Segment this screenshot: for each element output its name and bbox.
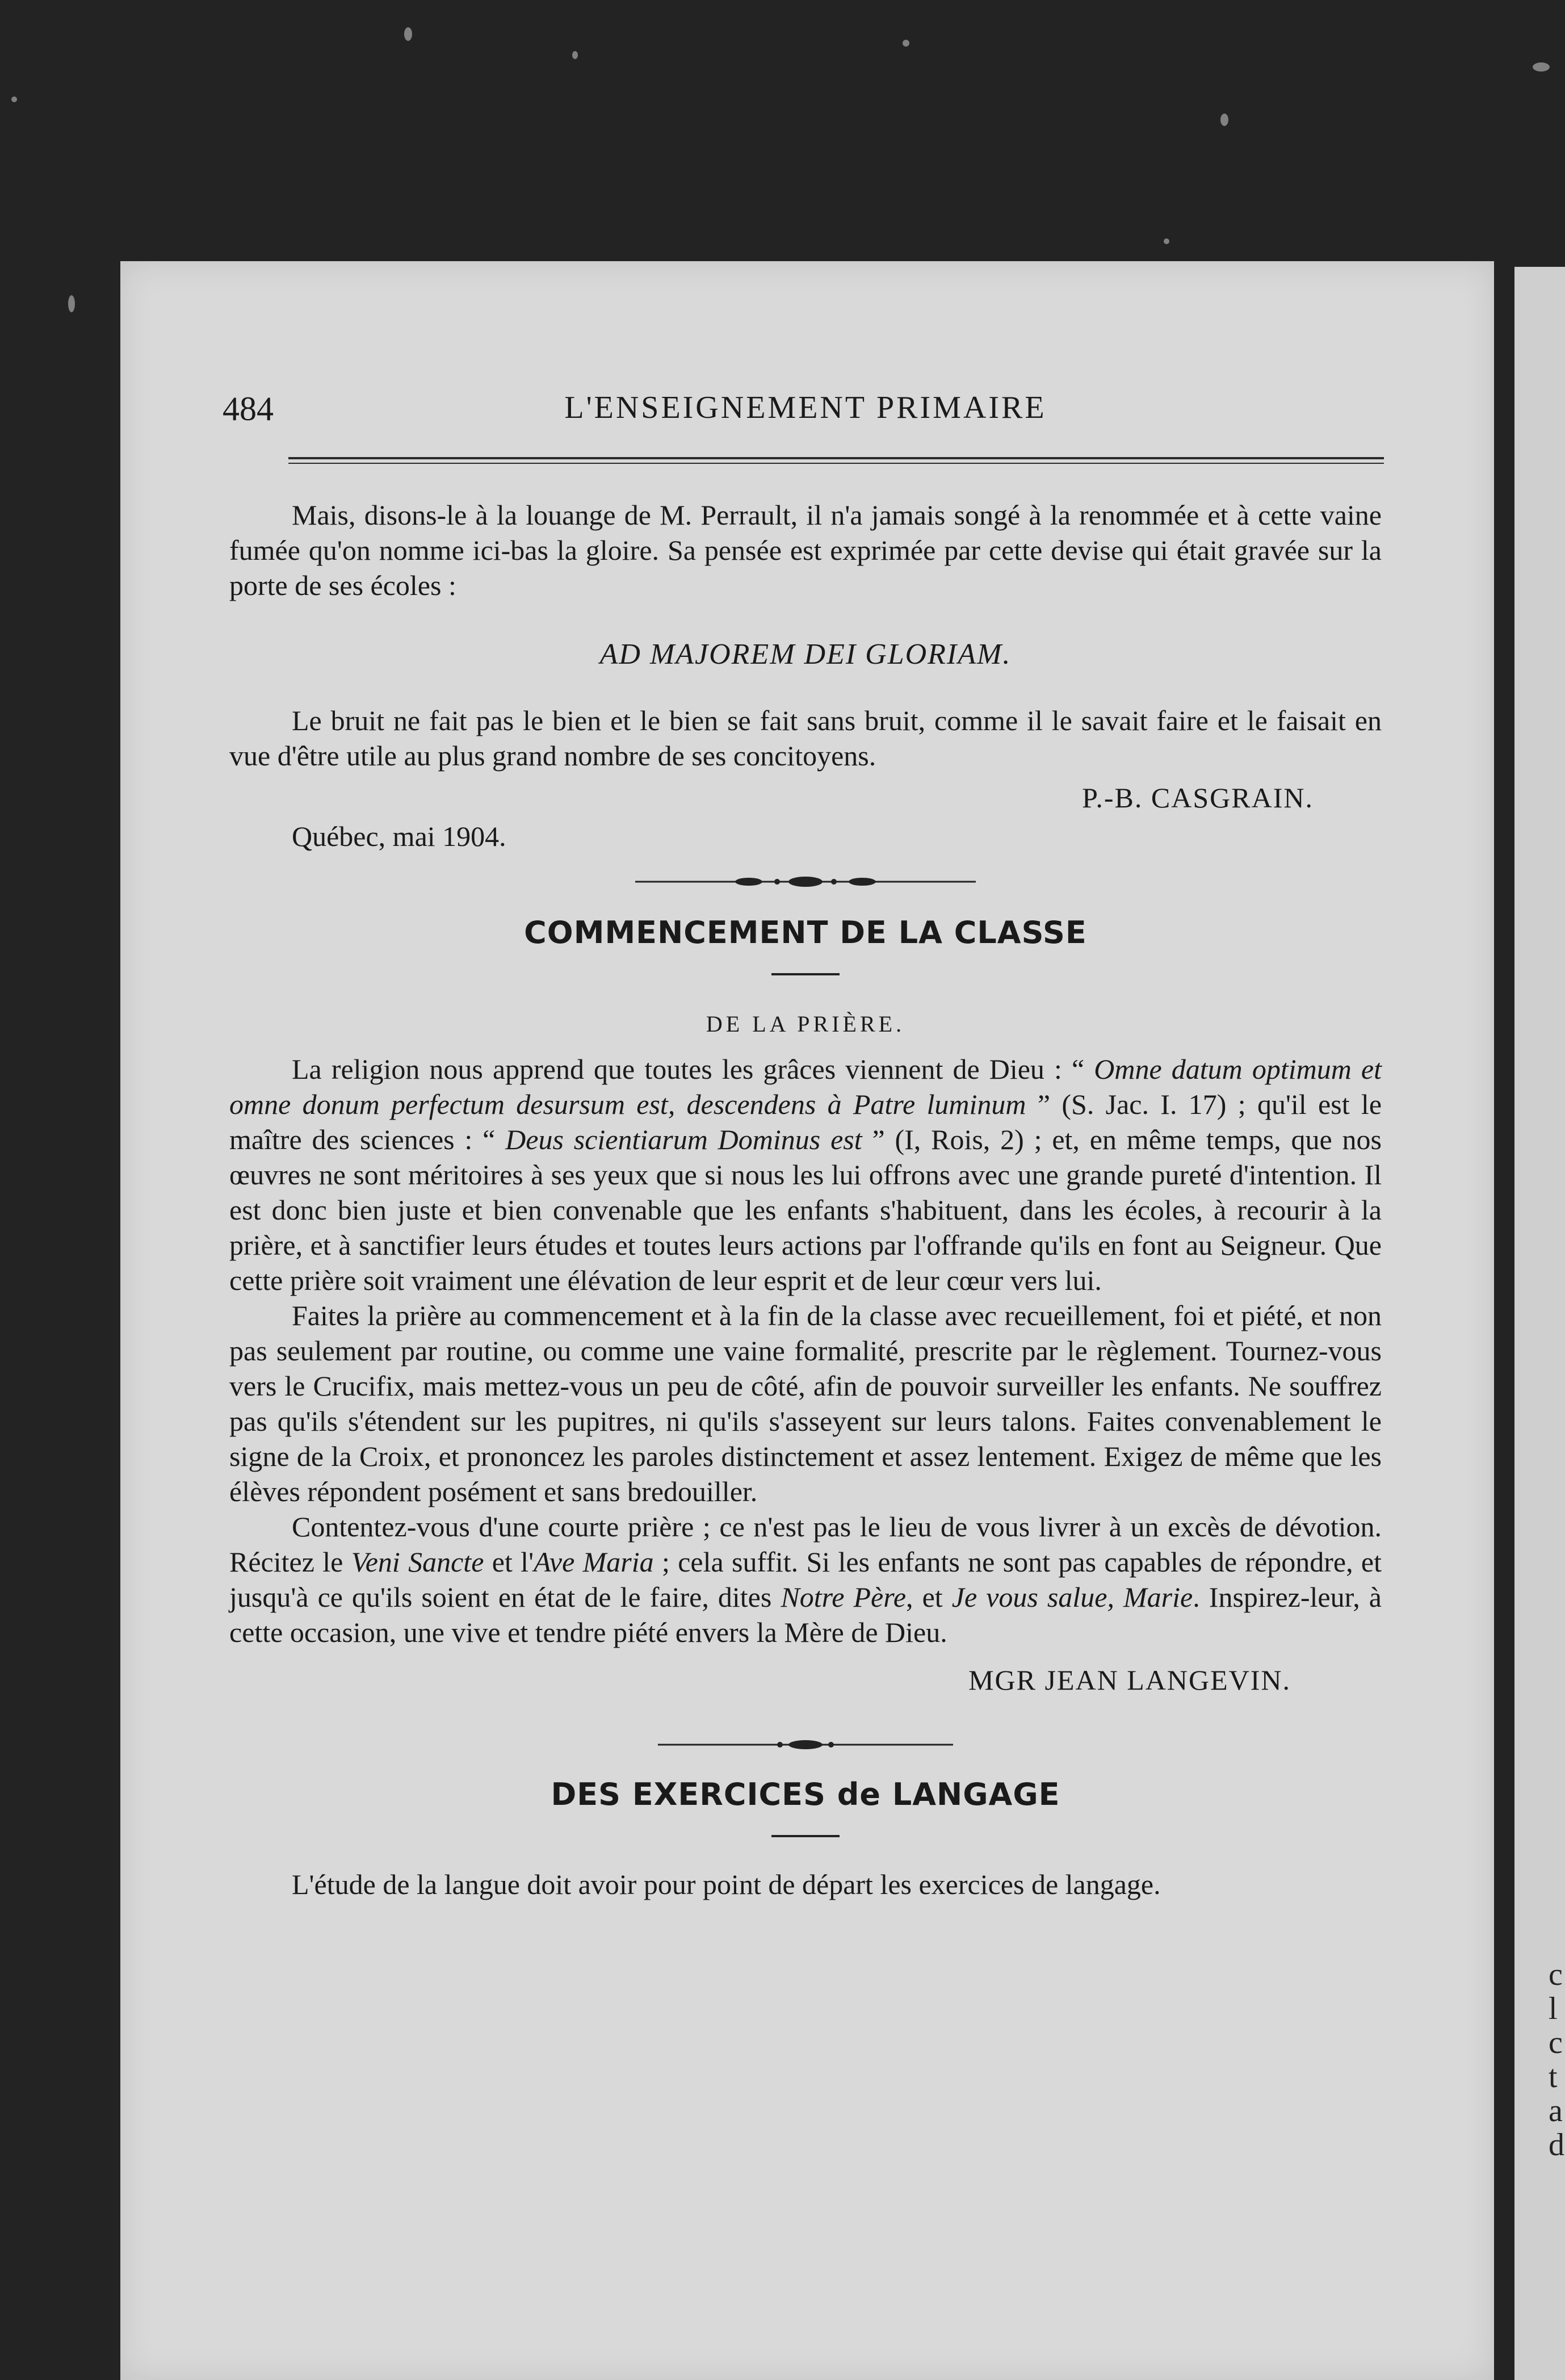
motto: AD MAJOREM DEI GLORIAM. <box>599 638 1012 671</box>
edge-fragment: c <box>1549 1957 1563 1992</box>
text-run: . Inspirez-leur, à cette occasion, une vive et tendre piété envers la Mère de Dieu. <box>229 1581 1382 1648</box>
scan-speck <box>1533 62 1550 72</box>
head-rule <box>288 457 1384 464</box>
scan-speck <box>1164 238 1169 244</box>
edge-fragment: t <box>1549 2059 1558 2094</box>
section-title: DES EXERCICES de LANGAGE <box>551 1776 1060 1812</box>
text-run: ; cela suffit. Si les enfants ne sont pas capables de répondre, et jusqu'à ce qu'ils soient en état de le faire, dites <box>229 1546 1382 1613</box>
text-run: Contentez-vous d'une courte prière ; ce n'est pas le lieu de vous livrer à un excès de dévotion. Récitez le <box>229 1511 1382 1578</box>
text-run: ” (S. Jac. I. 17) ; qu'il est le maître des sciences : “ <box>229 1088 1382 1155</box>
page-number: 484 <box>223 390 274 428</box>
article1-paragraph: Mais, disons-le à la louange de M. Perrault, il n'a jamais songé à la renommée et à cette vaine fumée qu'on nomme ici-bas la gloire. Sa pensée est exprimée par cette devise qui était gravée sur la porte de ses écoles : <box>229 499 1382 601</box>
scan-speck <box>903 40 909 47</box>
ornament-divider <box>658 1737 953 1752</box>
scan-speck <box>404 27 412 41</box>
ornament-divider <box>635 873 976 890</box>
text-run: et l' <box>484 1546 534 1578</box>
edge-fragment: l <box>1549 1991 1558 2026</box>
title-rule <box>771 973 840 975</box>
article2-paragraph <box>229 1509 1382 1650</box>
prayer-name: Veni Sancte <box>351 1546 484 1578</box>
article2-paragraph: Faites la prière au commencement et à la fin de la classe avec recueillement, foi et piété, et non pas seulement par routine, ou comme une vaine formalité, prescrite par le règlement. Tournez-vous vers le Crucifix, mais mettez-vous un peu de côté, afin de pouvoir surveiller les enfants. Ne souffrez pas qu'ils s'étendent sur les pupitres, ni qu'ils s'asseyent sur leurs talons. Faites convenablement le signe de la Croix, et prononcez les paroles distinctement et assez lentement. Exigez de même que les élèves répondent posément et sans bredouiller. <box>229 1300 1382 1507</box>
author-signature: P.-B. CASGRAIN. <box>1082 782 1314 814</box>
scan-speck <box>11 97 17 102</box>
edge-fragment: a <box>1549 2093 1563 2128</box>
edge-fragment: c <box>1549 2025 1563 2060</box>
edge-fragment: d <box>1549 2127 1564 2163</box>
latin-quote: Omne datum optimum et omne donum perfectum desursum est, descendens à Patre luminum <box>229 1053 1382 1120</box>
text-run: , et <box>906 1581 952 1613</box>
section-subtitle: DE LA PRIÈRE. <box>706 1011 905 1037</box>
text-run: ” (I, Rois, 2) ; et, en même temps, que nos œuvres ne sont méritoires à ses yeux que si nous les lui offrons avec une grande pureté d'intention. Il est donc bien juste et bien convenable que les enfants s'habituent, dans les écoles, à recourir à la prière, et à sanctifier leurs études et toutes leurs actions par l'offrande qu'ils en font au Seigneur. Que cette prière soit vraiment une élévation de leur esprit et de leur cœur vers lui. <box>229 1124 1382 1296</box>
next-page-edge <box>1514 267 1565 2380</box>
latin-quote: Deus scientiarum Dominus est <box>505 1124 862 1155</box>
section-title: COMMENCEMENT DE LA CLASSE <box>524 915 1087 950</box>
article1-paragraph: Le bruit ne fait pas le bien et le bien se fait sans bruit, comme il le savait faire et le faisait en vue d'être utile au plus grand nombre de ses concitoyens. <box>229 705 1382 772</box>
journal-title: L'ENSEIGNEMENT PRIMAIRE <box>564 390 1047 425</box>
article3-paragraph: L'étude de la langue doit avoir pour point de départ les exercices de langage. <box>292 1868 1161 1900</box>
scan-speck <box>68 295 75 312</box>
title-rule <box>771 1835 840 1837</box>
text-run: La religion nous apprend que toutes les grâces viennent de Dieu : “ <box>292 1053 1094 1085</box>
author-signature: MGR JEAN LANGEVIN. <box>968 1664 1291 1696</box>
prayer-name: Notre Père <box>781 1581 907 1613</box>
article2-paragraph <box>229 1051 1382 1298</box>
scan-speck <box>572 51 578 59</box>
dateline: Québec, mai 1904. <box>292 820 506 852</box>
scan-speck <box>1220 114 1228 126</box>
prayer-name: Je vous salue, Marie <box>951 1581 1193 1613</box>
prayer-name: Ave Maria <box>534 1546 654 1578</box>
page-content <box>223 380 1382 1902</box>
running-head <box>223 380 1382 443</box>
